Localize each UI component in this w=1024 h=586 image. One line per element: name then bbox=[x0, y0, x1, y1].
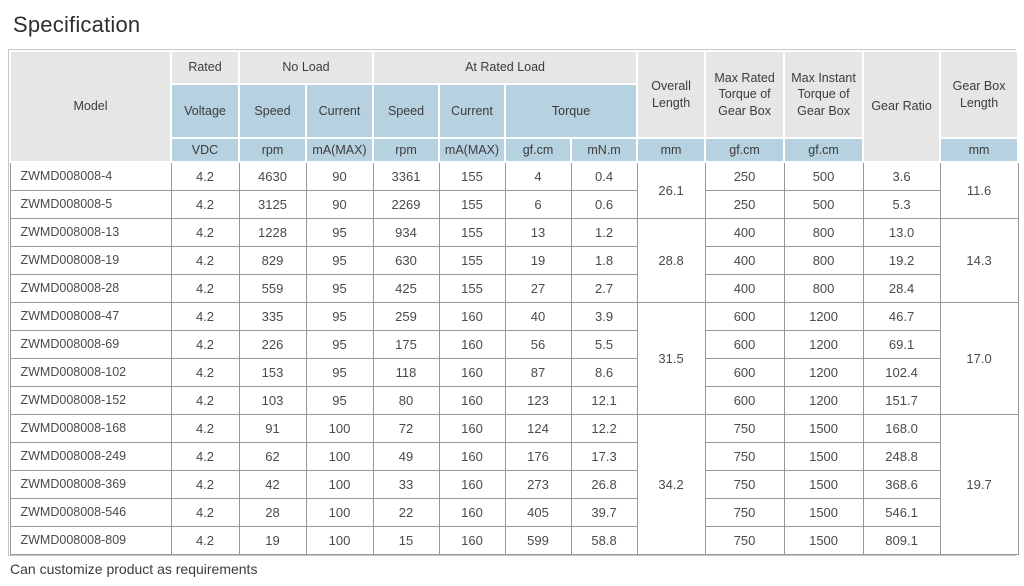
unit-max-rated-gf-cm: gf.cm bbox=[705, 138, 784, 162]
cell-no-load-speed: 153 bbox=[239, 358, 306, 386]
cell-no-load-current: 95 bbox=[306, 246, 373, 274]
cell-max-instant-torque: 1500 bbox=[784, 442, 863, 470]
cell-max-rated-torque: 600 bbox=[705, 330, 784, 358]
col-header-no-load-speed: Speed bbox=[239, 84, 306, 138]
unit-torque-gf-cm: gf.cm bbox=[505, 138, 571, 162]
cell-torque-mn-m: 1.8 bbox=[571, 246, 637, 274]
col-header-torque: Torque bbox=[505, 84, 637, 138]
cell-no-load-current: 95 bbox=[306, 330, 373, 358]
cell-gear-ratio: 28.4 bbox=[863, 274, 940, 302]
cell-max-rated-torque: 750 bbox=[705, 414, 784, 442]
table-row bbox=[10, 442, 1018, 470]
cell-gear-ratio: 102.4 bbox=[863, 358, 940, 386]
table-row bbox=[10, 470, 1018, 498]
col-header-at-rated-load: At Rated Load bbox=[373, 51, 637, 84]
specification-table-wrapper bbox=[8, 49, 1016, 556]
cell-max-rated-torque: 750 bbox=[705, 442, 784, 470]
cell-overall-length: 34.2 bbox=[637, 414, 705, 554]
cell-rated-current: 155 bbox=[439, 162, 505, 190]
cell-max-rated-torque: 400 bbox=[705, 274, 784, 302]
unit-no-load-ma-max: mA(MAX) bbox=[306, 138, 373, 162]
table-row bbox=[10, 526, 1018, 554]
cell-gear-box-length: 17.0 bbox=[940, 302, 1018, 414]
cell-max-instant-torque: 1500 bbox=[784, 526, 863, 554]
cell-no-load-speed: 3125 bbox=[239, 190, 306, 218]
cell-torque-gf-cm: 599 bbox=[505, 526, 571, 554]
cell-no-load-speed: 829 bbox=[239, 246, 306, 274]
cell-no-load-speed: 62 bbox=[239, 442, 306, 470]
cell-rated-speed: 118 bbox=[373, 358, 439, 386]
cell-gear-ratio: 3.6 bbox=[863, 162, 940, 190]
cell-no-load-current: 95 bbox=[306, 358, 373, 386]
cell-max-rated-torque: 750 bbox=[705, 526, 784, 554]
cell-max-rated-torque: 250 bbox=[705, 162, 784, 190]
table-row bbox=[10, 246, 1018, 274]
col-header-max-rated-torque: Max Rated Torque of Gear Box bbox=[705, 51, 784, 138]
cell-max-instant-torque: 1200 bbox=[784, 330, 863, 358]
cell-no-load-current: 100 bbox=[306, 470, 373, 498]
cell-gear-box-length: 14.3 bbox=[940, 218, 1018, 302]
cell-torque-gf-cm: 176 bbox=[505, 442, 571, 470]
col-header-rated: Rated bbox=[171, 51, 239, 84]
cell-no-load-current: 95 bbox=[306, 218, 373, 246]
cell-no-load-current: 95 bbox=[306, 302, 373, 330]
cell-rated-speed: 15 bbox=[373, 526, 439, 554]
col-header-max-instant-torque: Max Instant Torque of Gear Box bbox=[784, 51, 863, 138]
cell-rated-current: 160 bbox=[439, 330, 505, 358]
cell-voltage: 4.2 bbox=[171, 302, 239, 330]
cell-no-load-speed: 42 bbox=[239, 470, 306, 498]
cell-rated-current: 160 bbox=[439, 302, 505, 330]
cell-gear-ratio: 248.8 bbox=[863, 442, 940, 470]
cell-model: ZWMD008008-5 bbox=[10, 190, 171, 218]
cell-max-instant-torque: 500 bbox=[784, 190, 863, 218]
cell-rated-current: 155 bbox=[439, 218, 505, 246]
cell-rated-speed: 630 bbox=[373, 246, 439, 274]
header-row-groups bbox=[10, 51, 1018, 84]
cell-rated-current: 155 bbox=[439, 274, 505, 302]
cell-max-rated-torque: 400 bbox=[705, 218, 784, 246]
cell-model: ZWMD008008-369 bbox=[10, 470, 171, 498]
cell-rated-current: 160 bbox=[439, 386, 505, 414]
cell-model: ZWMD008008-47 bbox=[10, 302, 171, 330]
cell-no-load-speed: 1228 bbox=[239, 218, 306, 246]
page-title: Specification bbox=[13, 12, 141, 37]
cell-gear-ratio: 151.7 bbox=[863, 386, 940, 414]
cell-no-load-current: 100 bbox=[306, 498, 373, 526]
cell-torque-mn-m: 5.5 bbox=[571, 330, 637, 358]
cell-model: ZWMD008008-28 bbox=[10, 274, 171, 302]
cell-overall-length: 28.8 bbox=[637, 218, 705, 302]
cell-rated-current: 160 bbox=[439, 498, 505, 526]
cell-model: ZWMD008008-809 bbox=[10, 526, 171, 554]
spec-table-header bbox=[10, 51, 1018, 162]
cell-gear-box-length: 11.6 bbox=[940, 162, 1018, 218]
cell-torque-mn-m: 17.3 bbox=[571, 442, 637, 470]
cell-model: ZWMD008008-19 bbox=[10, 246, 171, 274]
cell-no-load-current: 100 bbox=[306, 526, 373, 554]
cell-torque-gf-cm: 87 bbox=[505, 358, 571, 386]
cell-voltage: 4.2 bbox=[171, 498, 239, 526]
cell-rated-speed: 259 bbox=[373, 302, 439, 330]
cell-rated-current: 160 bbox=[439, 526, 505, 554]
cell-torque-mn-m: 1.2 bbox=[571, 218, 637, 246]
cell-rated-speed: 72 bbox=[373, 414, 439, 442]
cell-gear-ratio: 546.1 bbox=[863, 498, 940, 526]
cell-rated-speed: 33 bbox=[373, 470, 439, 498]
cell-torque-gf-cm: 40 bbox=[505, 302, 571, 330]
cell-torque-gf-cm: 123 bbox=[505, 386, 571, 414]
footer-note: Can customize product as requirements bbox=[10, 560, 258, 577]
cell-model: ZWMD008008-13 bbox=[10, 218, 171, 246]
cell-torque-mn-m: 2.7 bbox=[571, 274, 637, 302]
cell-torque-mn-m: 39.7 bbox=[571, 498, 637, 526]
col-header-gear-box-length: Gear Box Length bbox=[940, 51, 1018, 138]
cell-gear-ratio: 46.7 bbox=[863, 302, 940, 330]
cell-no-load-speed: 4630 bbox=[239, 162, 306, 190]
cell-torque-mn-m: 12.1 bbox=[571, 386, 637, 414]
cell-voltage: 4.2 bbox=[171, 414, 239, 442]
cell-max-rated-torque: 250 bbox=[705, 190, 784, 218]
cell-voltage: 4.2 bbox=[171, 330, 239, 358]
cell-max-instant-torque: 1500 bbox=[784, 414, 863, 442]
table-row bbox=[10, 414, 1018, 442]
cell-max-rated-torque: 400 bbox=[705, 246, 784, 274]
cell-gear-ratio: 19.2 bbox=[863, 246, 940, 274]
cell-torque-mn-m: 12.2 bbox=[571, 414, 637, 442]
cell-rated-current: 155 bbox=[439, 246, 505, 274]
cell-no-load-current: 100 bbox=[306, 414, 373, 442]
cell-torque-mn-m: 0.6 bbox=[571, 190, 637, 218]
table-row bbox=[10, 190, 1018, 218]
cell-model: ZWMD008008-546 bbox=[10, 498, 171, 526]
cell-gear-ratio: 368.6 bbox=[863, 470, 940, 498]
cell-no-load-current: 100 bbox=[306, 442, 373, 470]
cell-no-load-speed: 19 bbox=[239, 526, 306, 554]
cell-no-load-speed: 91 bbox=[239, 414, 306, 442]
table-row bbox=[10, 498, 1018, 526]
cell-torque-gf-cm: 27 bbox=[505, 274, 571, 302]
cell-torque-gf-cm: 13 bbox=[505, 218, 571, 246]
unit-overall-length-mm: mm bbox=[637, 138, 705, 162]
cell-rated-current: 160 bbox=[439, 414, 505, 442]
unit-rated-rpm: rpm bbox=[373, 138, 439, 162]
cell-voltage: 4.2 bbox=[171, 274, 239, 302]
cell-max-instant-torque: 800 bbox=[784, 274, 863, 302]
cell-no-load-current: 95 bbox=[306, 274, 373, 302]
cell-rated-current: 160 bbox=[439, 442, 505, 470]
cell-no-load-current: 95 bbox=[306, 386, 373, 414]
table-row bbox=[10, 274, 1018, 302]
cell-max-rated-torque: 750 bbox=[705, 470, 784, 498]
col-header-model: Model bbox=[10, 51, 171, 162]
cell-voltage: 4.2 bbox=[171, 246, 239, 274]
cell-max-rated-torque: 750 bbox=[705, 498, 784, 526]
unit-no-load-rpm: rpm bbox=[239, 138, 306, 162]
cell-no-load-current: 90 bbox=[306, 162, 373, 190]
unit-max-instant-gf-cm: gf.cm bbox=[784, 138, 863, 162]
cell-voltage: 4.2 bbox=[171, 442, 239, 470]
table-row bbox=[10, 358, 1018, 386]
cell-rated-current: 155 bbox=[439, 190, 505, 218]
specification-table bbox=[9, 50, 1019, 555]
unit-vdc: VDC bbox=[171, 138, 239, 162]
cell-voltage: 4.2 bbox=[171, 162, 239, 190]
cell-model: ZWMD008008-152 bbox=[10, 386, 171, 414]
cell-torque-mn-m: 26.8 bbox=[571, 470, 637, 498]
cell-overall-length: 26.1 bbox=[637, 162, 705, 218]
col-header-voltage: Voltage bbox=[171, 84, 239, 138]
cell-no-load-speed: 103 bbox=[239, 386, 306, 414]
col-header-gear-ratio: Gear Ratio bbox=[863, 51, 940, 162]
cell-torque-gf-cm: 6 bbox=[505, 190, 571, 218]
cell-max-instant-torque: 1200 bbox=[784, 302, 863, 330]
cell-no-load-speed: 226 bbox=[239, 330, 306, 358]
cell-torque-gf-cm: 273 bbox=[505, 470, 571, 498]
cell-max-instant-torque: 1200 bbox=[784, 386, 863, 414]
cell-no-load-current: 90 bbox=[306, 190, 373, 218]
cell-max-instant-torque: 800 bbox=[784, 218, 863, 246]
cell-model: ZWMD008008-168 bbox=[10, 414, 171, 442]
unit-torque-mn-m: mN.m bbox=[571, 138, 637, 162]
cell-rated-current: 160 bbox=[439, 358, 505, 386]
cell-max-instant-torque: 1200 bbox=[784, 358, 863, 386]
cell-gear-ratio: 13.0 bbox=[863, 218, 940, 246]
cell-max-rated-torque: 600 bbox=[705, 302, 784, 330]
cell-gear-ratio: 5.3 bbox=[863, 190, 940, 218]
cell-rated-speed: 3361 bbox=[373, 162, 439, 190]
cell-torque-gf-cm: 405 bbox=[505, 498, 571, 526]
cell-no-load-speed: 335 bbox=[239, 302, 306, 330]
cell-gear-ratio: 809.1 bbox=[863, 526, 940, 554]
cell-model: ZWMD008008-4 bbox=[10, 162, 171, 190]
cell-max-instant-torque: 1500 bbox=[784, 470, 863, 498]
cell-rated-speed: 49 bbox=[373, 442, 439, 470]
cell-max-rated-torque: 600 bbox=[705, 358, 784, 386]
cell-rated-speed: 175 bbox=[373, 330, 439, 358]
cell-max-rated-torque: 600 bbox=[705, 386, 784, 414]
cell-torque-gf-cm: 56 bbox=[505, 330, 571, 358]
cell-max-instant-torque: 500 bbox=[784, 162, 863, 190]
cell-max-instant-torque: 1500 bbox=[784, 498, 863, 526]
cell-voltage: 4.2 bbox=[171, 190, 239, 218]
cell-voltage: 4.2 bbox=[171, 470, 239, 498]
cell-voltage: 4.2 bbox=[171, 358, 239, 386]
cell-torque-mn-m: 3.9 bbox=[571, 302, 637, 330]
cell-model: ZWMD008008-249 bbox=[10, 442, 171, 470]
table-row bbox=[10, 330, 1018, 358]
cell-rated-speed: 425 bbox=[373, 274, 439, 302]
cell-rated-speed: 22 bbox=[373, 498, 439, 526]
cell-torque-mn-m: 58.8 bbox=[571, 526, 637, 554]
cell-torque-gf-cm: 124 bbox=[505, 414, 571, 442]
cell-torque-mn-m: 0.4 bbox=[571, 162, 637, 190]
col-header-overall-length: Overall Length bbox=[637, 51, 705, 138]
cell-gear-box-length: 19.7 bbox=[940, 414, 1018, 554]
cell-model: ZWMD008008-102 bbox=[10, 358, 171, 386]
unit-gear-box-mm: mm bbox=[940, 138, 1018, 162]
cell-max-instant-torque: 800 bbox=[784, 246, 863, 274]
table-row bbox=[10, 302, 1018, 330]
cell-no-load-speed: 28 bbox=[239, 498, 306, 526]
cell-torque-gf-cm: 4 bbox=[505, 162, 571, 190]
spec-table-body bbox=[10, 162, 1018, 554]
table-row bbox=[10, 218, 1018, 246]
cell-model: ZWMD008008-69 bbox=[10, 330, 171, 358]
cell-torque-mn-m: 8.6 bbox=[571, 358, 637, 386]
col-header-rated-current: Current bbox=[439, 84, 505, 138]
col-header-no-load: No Load bbox=[239, 51, 373, 84]
cell-gear-ratio: 168.0 bbox=[863, 414, 940, 442]
cell-rated-speed: 2269 bbox=[373, 190, 439, 218]
col-header-rated-speed: Speed bbox=[373, 84, 439, 138]
cell-overall-length: 31.5 bbox=[637, 302, 705, 414]
cell-voltage: 4.2 bbox=[171, 218, 239, 246]
cell-rated-speed: 80 bbox=[373, 386, 439, 414]
cell-torque-gf-cm: 19 bbox=[505, 246, 571, 274]
cell-gear-ratio: 69.1 bbox=[863, 330, 940, 358]
cell-rated-speed: 934 bbox=[373, 218, 439, 246]
cell-no-load-speed: 559 bbox=[239, 274, 306, 302]
col-header-no-load-current: Current bbox=[306, 84, 373, 138]
cell-voltage: 4.2 bbox=[171, 386, 239, 414]
table-row bbox=[10, 162, 1018, 190]
unit-rated-ma-max: mA(MAX) bbox=[439, 138, 505, 162]
cell-rated-current: 160 bbox=[439, 470, 505, 498]
cell-voltage: 4.2 bbox=[171, 526, 239, 554]
table-row bbox=[10, 386, 1018, 414]
